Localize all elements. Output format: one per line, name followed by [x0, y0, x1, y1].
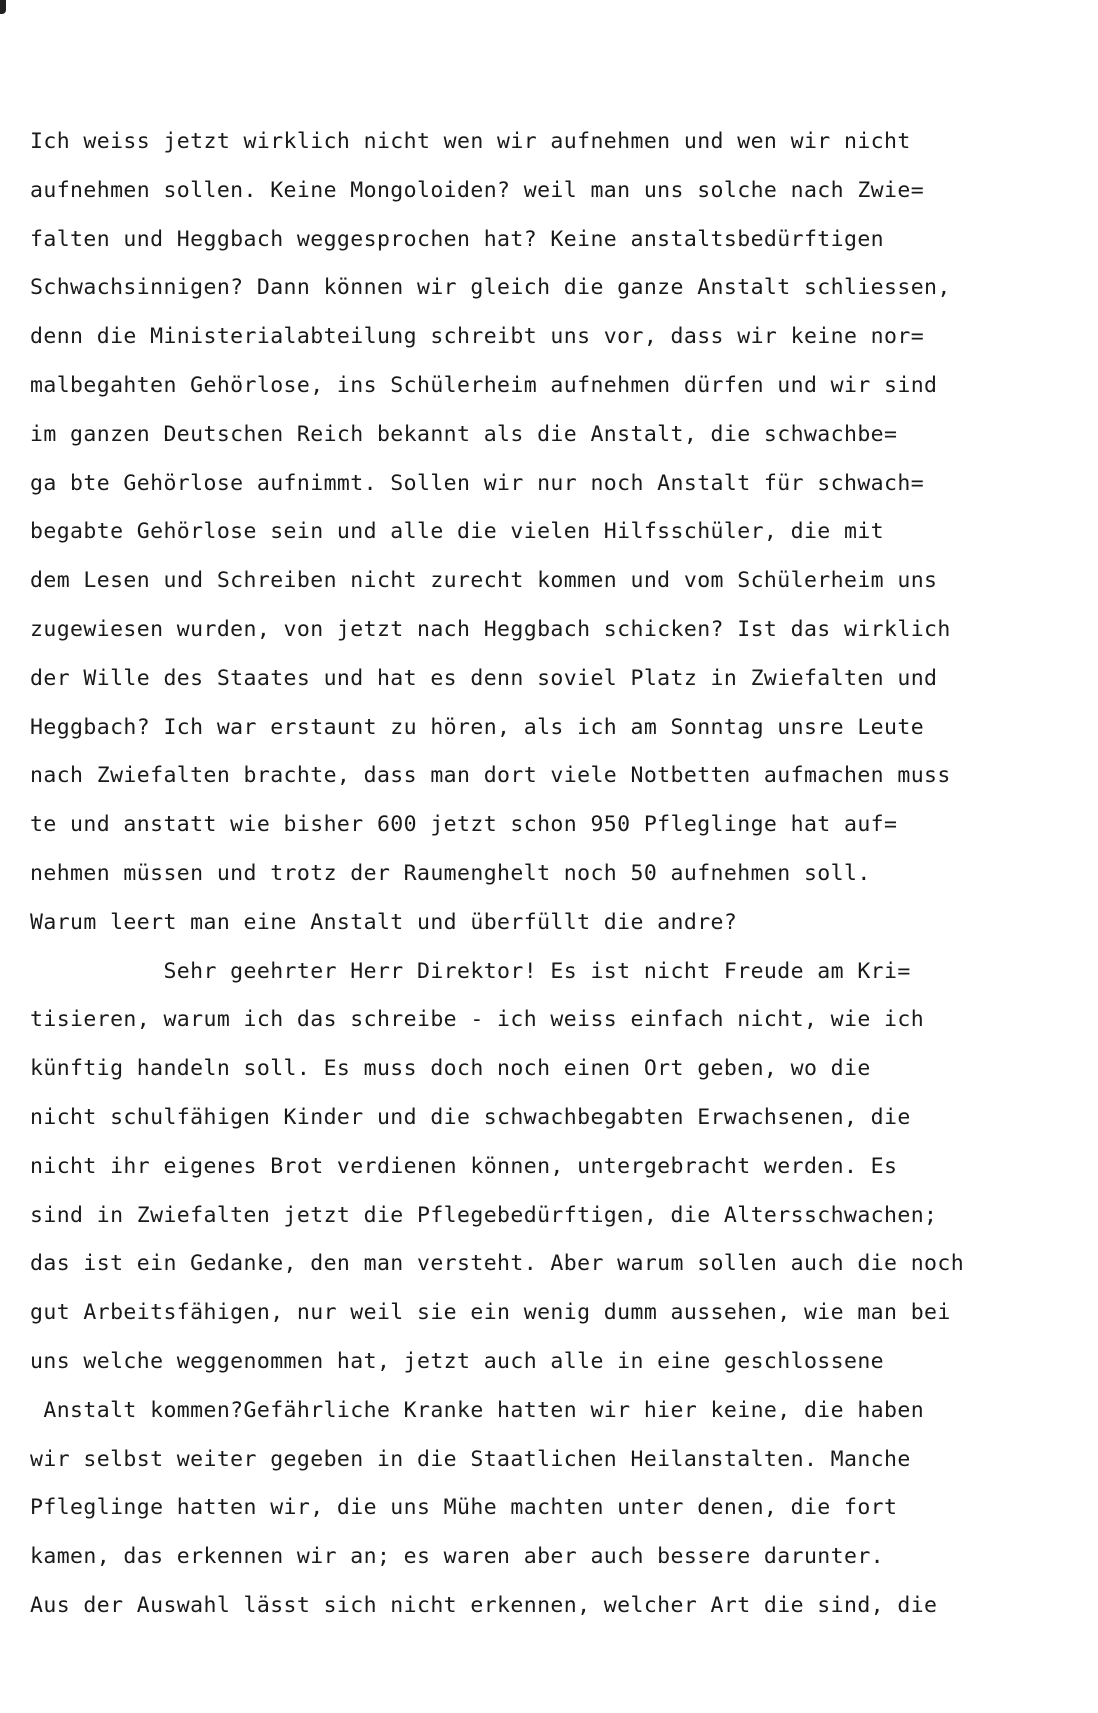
text-line: nicht ihr eigenes Brot verdienen können, untergebracht werden. Es	[30, 1153, 898, 1179]
corner-mark	[0, 0, 6, 14]
text-line: malbegahten Gehörlose, ins Schülerheim aufnehmen dürfen und wir sind	[30, 372, 938, 398]
text-line: zugewiesen wurden, von jetzt nach Heggbach schicken? Ist das wirklich	[30, 616, 951, 642]
text-line: nicht schulfähigen Kinder und die schwachbegabten Erwachsenen, die	[30, 1104, 911, 1130]
text-line: uns welche weggenommen hat, jetzt auch alle in eine geschlossene	[30, 1348, 885, 1374]
text-line: Aus der Auswahl lässt sich nicht erkennen, welcher Art die sind, die	[30, 1592, 938, 1618]
text-line: Warum leert man eine Anstalt und überfüllt die andre?	[30, 909, 738, 935]
text-line: begabte Gehörlose sein und alle die vielen Hilfsschüler, die mit	[30, 519, 885, 545]
text-line: der Wille des Staates und hat es denn soviel Platz in Zwiefalten und	[30, 665, 938, 691]
text-line: sind in Zwiefalten jetzt die Pflegebedürftigen, die Altersschwachen;	[30, 1202, 938, 1228]
text-line: Sehr geehrter Herr Direktor! Es ist nicht Freude am Kri=	[30, 958, 911, 984]
text-line: Schwachsinnigen? Dann können wir gleich die ganze Anstalt schliessen,	[30, 275, 951, 301]
letter-body	[30, 118, 1070, 1631]
text-line: nach Zwiefalten brachte, dass man dort viele Notbetten aufmachen muss	[30, 763, 951, 789]
text-line: das ist ein Gedanke, den man versteht. Aber warum sollen auch die noch	[30, 1251, 965, 1277]
text-line: dem Lesen und Schreiben nicht zurecht kommen und vom Schülerheim uns	[30, 568, 938, 594]
text-line: im ganzen Deutschen Reich bekannt als die Anstalt, die schwachbe=	[30, 421, 898, 447]
text-line: denn die Ministerialabteilung schreibt uns vor, dass wir keine nor=	[30, 324, 925, 350]
text-line: wir selbst weiter gegeben in die Staatlichen Heilanstalten. Manche	[30, 1446, 911, 1472]
text-line: künftig handeln soll. Es muss doch noch einen Ort geben, wo die	[30, 1056, 871, 1082]
text-line: Ich weiss jetzt wirklich nicht wen wir aufnehmen und wen wir nicht	[30, 129, 911, 154]
text-line: Pfleglinge hatten wir, die uns Mühe machten unter denen, die fort	[30, 1495, 898, 1521]
text-line: nehmen müssen und trotz der Raumenghelt noch 50 aufnehmen soll.	[30, 860, 871, 886]
text-line: te und anstatt wie bisher 600 jetzt schon 950 Pfleglinge hat auf=	[30, 812, 898, 838]
text-line: falten und Heggbach weggesprochen hat? Keine anstaltsbedürftigen	[30, 226, 885, 252]
text-line: tisieren, warum ich das schreibe - ich weiss einfach nicht, wie ich	[30, 1007, 925, 1033]
text-line: Anstalt kommen?Gefährliche Kranke hatten wir hier keine, die haben	[30, 1397, 925, 1423]
text-line: gut Arbeitsfähigen, nur weil sie ein wenig dumm aussehen, wie man bei	[30, 1300, 951, 1326]
text-line: kamen, das erkennen wir an; es waren aber auch bessere darunter.	[30, 1544, 885, 1570]
text-line: aufnehmen sollen. Keine Mongoloiden? weil man uns solche nach Zwie=	[30, 177, 925, 203]
text-line: Heggbach? Ich war erstaunt zu hören, als ich am Sonntag unsre Leute	[30, 714, 925, 740]
text-line: ga bte Gehörlose aufnimmt. Sollen wir nur noch Anstalt für schwach=	[30, 470, 925, 496]
